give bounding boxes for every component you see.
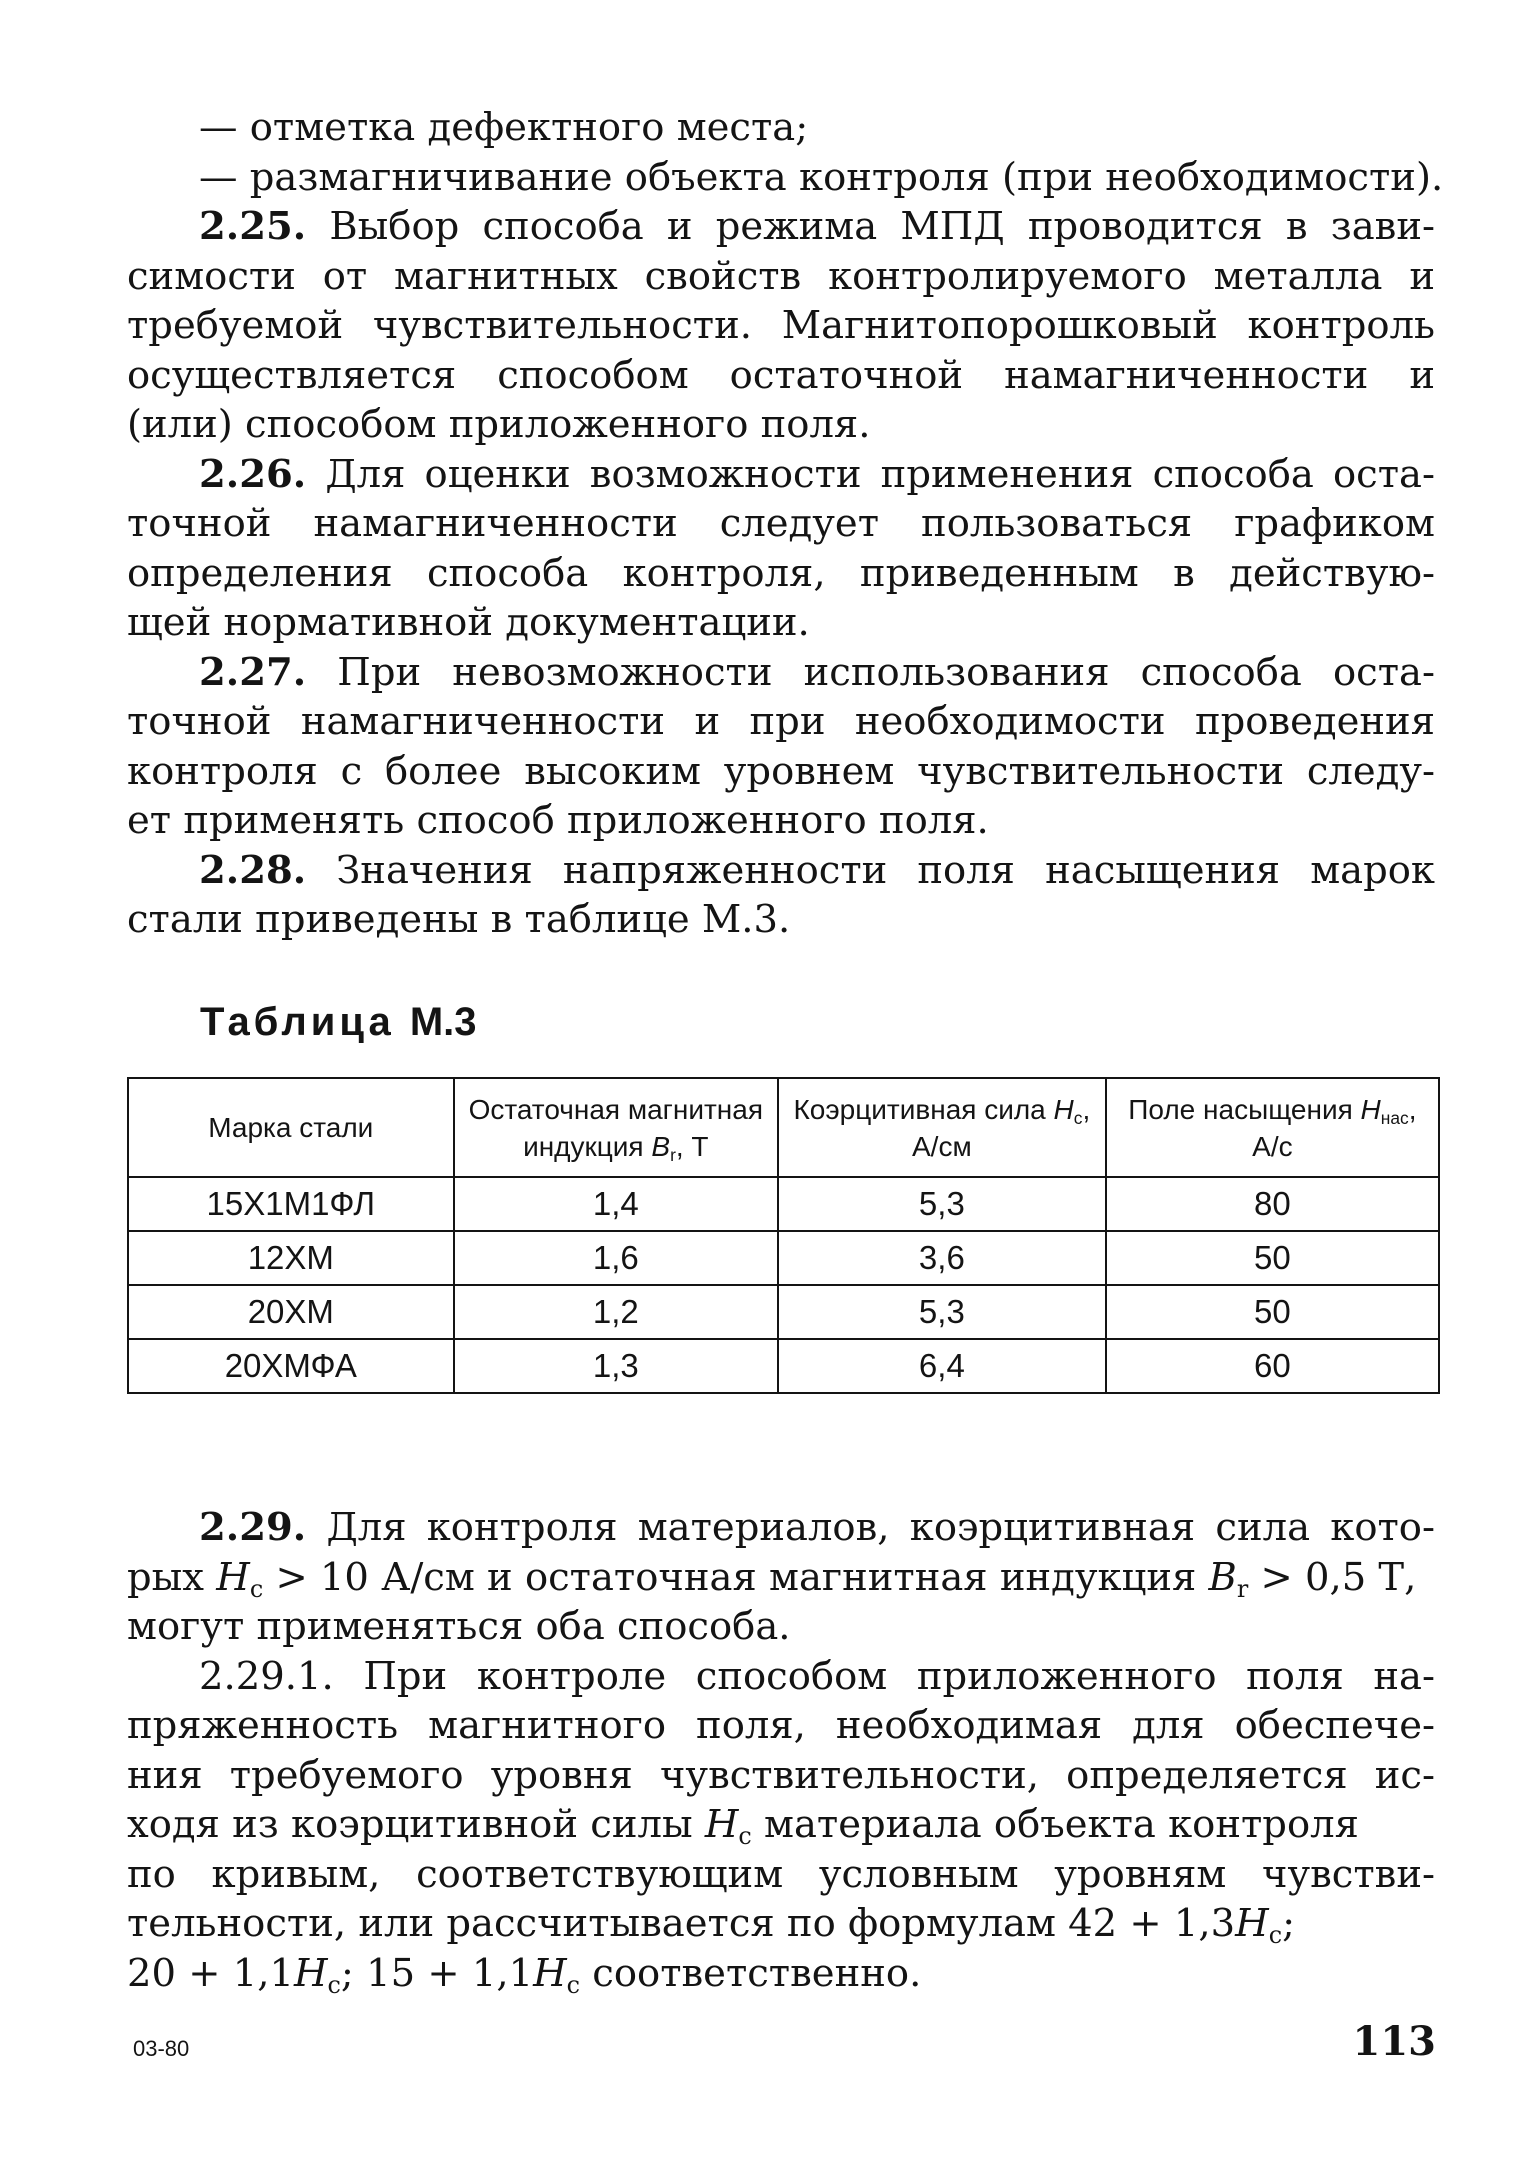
table-cell: 3,6: [778, 1231, 1106, 1285]
header-text: ,: [1408, 1093, 1417, 1125]
steel-properties-table: [127, 1077, 1440, 1394]
header-text: А/см: [912, 1130, 972, 1162]
text-line: симости от магнитных свойств контролируемого металла и: [127, 253, 1435, 299]
text-line: [127, 1553, 1435, 1603]
text-line: могут применяться оба способа.: [127, 1604, 791, 1649]
table-cell: 80: [1106, 1177, 1439, 1231]
header-text: Коэрцитивная сила: [793, 1093, 1054, 1125]
table-cell: 60: [1106, 1339, 1439, 1393]
symbol: H: [704, 1802, 739, 1847]
table-header-row: [128, 1078, 1439, 1177]
page-number: 113: [1352, 2018, 1436, 2065]
text-fragment: 20 + 1,1: [127, 1950, 294, 1996]
clause-number: 2.27.: [199, 649, 307, 695]
header-text: индукция: [523, 1130, 652, 1162]
text-line: определения способа контроля, приведенным в действую-: [127, 550, 1435, 596]
text-fragment: рых: [127, 1554, 217, 1600]
header-text: Поле насыщения: [1128, 1093, 1361, 1125]
header-symbol: B: [651, 1130, 671, 1162]
header-subscript: r: [670, 1144, 676, 1165]
column-header-saturation-field: [1106, 1078, 1439, 1177]
text-fragment: ; 15 + 1,1: [340, 1950, 534, 1996]
symbol: B: [1208, 1554, 1237, 1600]
text-line: осуществляется способом остаточной намагниченности и: [127, 352, 1435, 398]
table-cell: 6,4: [778, 1339, 1106, 1393]
table-cell: 50: [1106, 1231, 1439, 1285]
table-cell: 20ХМ: [128, 1285, 454, 1339]
table-row: [128, 1285, 1439, 1339]
symbol: H: [1235, 1901, 1269, 1946]
table-row: [128, 1339, 1439, 1393]
symbol: H: [533, 1950, 567, 1996]
text-line: точной намагниченности и при необходимости проведения: [127, 699, 1435, 744]
table-cell: 12ХМ: [128, 1231, 454, 1285]
symbol: H: [216, 1554, 250, 1600]
text-fragment: ходя из коэрцитивной силы: [127, 1802, 705, 1847]
text-line: [127, 1899, 1435, 1949]
text-line: [127, 1800, 1435, 1850]
table-cell: 1,3: [454, 1339, 778, 1393]
text-line: [127, 1949, 1435, 1999]
text-line: пряженность магнитного поля, необходимая для обеспече-: [127, 1703, 1435, 1748]
list-item: — отметка дефектного места;: [199, 105, 809, 150]
text-fragment: > 0,5 Т,: [1248, 1554, 1417, 1600]
header-text: А/с: [1252, 1130, 1293, 1162]
list-item: — размагничивание объекта контроля (при необходимости).: [199, 154, 1444, 200]
table-caption-number: М.3: [409, 1000, 477, 1044]
subscript: c: [327, 1970, 341, 1999]
text-fragment: материала объекта контроля: [751, 1802, 1359, 1847]
text-line: ет применять способ приложенного поля.: [127, 798, 989, 843]
paragraph-2-27: 2.27. При невозможности использования способа оста-: [199, 649, 1435, 695]
text-line: контроля с более высоким уровнем чувствительности следу-: [127, 748, 1435, 794]
table-cell: 5,3: [778, 1177, 1106, 1231]
text-fragment: ;: [1282, 1901, 1296, 1946]
table-cell: 1,2: [454, 1285, 778, 1339]
subscript: r: [1236, 1574, 1249, 1603]
column-header-coercive-force: [778, 1078, 1106, 1177]
table-cell: 15Х1М1ФЛ: [128, 1177, 454, 1231]
header-text: Марка стали: [208, 1112, 374, 1143]
header-symbol: H: [1053, 1093, 1074, 1125]
table-cell: 1,6: [454, 1231, 778, 1285]
table-caption: [200, 1000, 477, 1045]
header-text: Остаточная магнитная: [468, 1093, 763, 1125]
subscript: c: [1268, 1921, 1283, 1950]
text-line: требуемой чувствительности. Магнитопорошковый контроль: [127, 303, 1435, 348]
paragraph-2-28: 2.28. Значения напряженности поля насыщения марок: [199, 847, 1435, 893]
header-text: ,: [1082, 1093, 1091, 1125]
header-symbol: H: [1360, 1093, 1381, 1125]
clause-number: 2.25.: [199, 204, 307, 249]
table-row: [128, 1231, 1439, 1285]
text-line: по кривым, соответствующим условным уровням чувстви-: [127, 1851, 1435, 1897]
paragraph-2-25: 2.25. Выбор способа и режима МПД проводится в зави-: [199, 204, 1435, 249]
column-header-steel-grade: [128, 1078, 454, 1177]
table-caption-word: Таблица: [200, 1000, 395, 1044]
bottom-text-block: [127, 1503, 1435, 1998]
header-subscript: нас: [1380, 1107, 1409, 1128]
text-fragment: тельности, или рассчитывается по формулам 42 + 1,3: [127, 1901, 1236, 1946]
paragraph-2-29: 2.29. Для контроля материалов, коэрцитивная сила кото-: [199, 1505, 1435, 1550]
table-cell: 50: [1106, 1285, 1439, 1339]
paragraph-2-26: 2.26. Для оценки возможности применения способа оста-: [199, 451, 1435, 497]
subscript: c: [738, 1822, 752, 1851]
clause-number: 2.28.: [199, 847, 307, 893]
top-text-block: [127, 103, 1444, 945]
table-row: [128, 1177, 1439, 1231]
subscript: c: [249, 1574, 264, 1603]
clause-number: 2.29.: [199, 1505, 307, 1550]
header-subscript: c: [1073, 1107, 1083, 1128]
text-fragment: соответственно.: [580, 1950, 922, 1996]
text-line: точной намагниченности следует пользоваться графиком: [127, 501, 1435, 546]
clause-number: 2.26.: [199, 451, 307, 497]
table-cell: 20ХМФА: [128, 1339, 454, 1393]
subscript: c: [566, 1970, 581, 1999]
table-cell: 1,4: [454, 1177, 778, 1231]
paragraph-2-29-1: 2.29.1. При контроле способом приложенного поля на-: [199, 1653, 1435, 1699]
header-text: , Т: [675, 1130, 709, 1162]
text-line: стали приведены в таблице М.3.: [127, 897, 791, 942]
table-cell: 5,3: [778, 1285, 1106, 1339]
text-fragment: > 10 А/см и остаточная магнитная индукция: [263, 1554, 1209, 1600]
symbol: H: [293, 1950, 328, 1996]
footer-code: 03-80: [133, 2036, 190, 2061]
text-line: ния требуемого уровня чувствительности, определяется ис-: [127, 1752, 1435, 1798]
text-line: щей нормативной документации.: [127, 600, 810, 645]
text-line: (или) способом приложенного поля.: [127, 402, 871, 447]
column-header-remanent-induction: [454, 1078, 778, 1177]
